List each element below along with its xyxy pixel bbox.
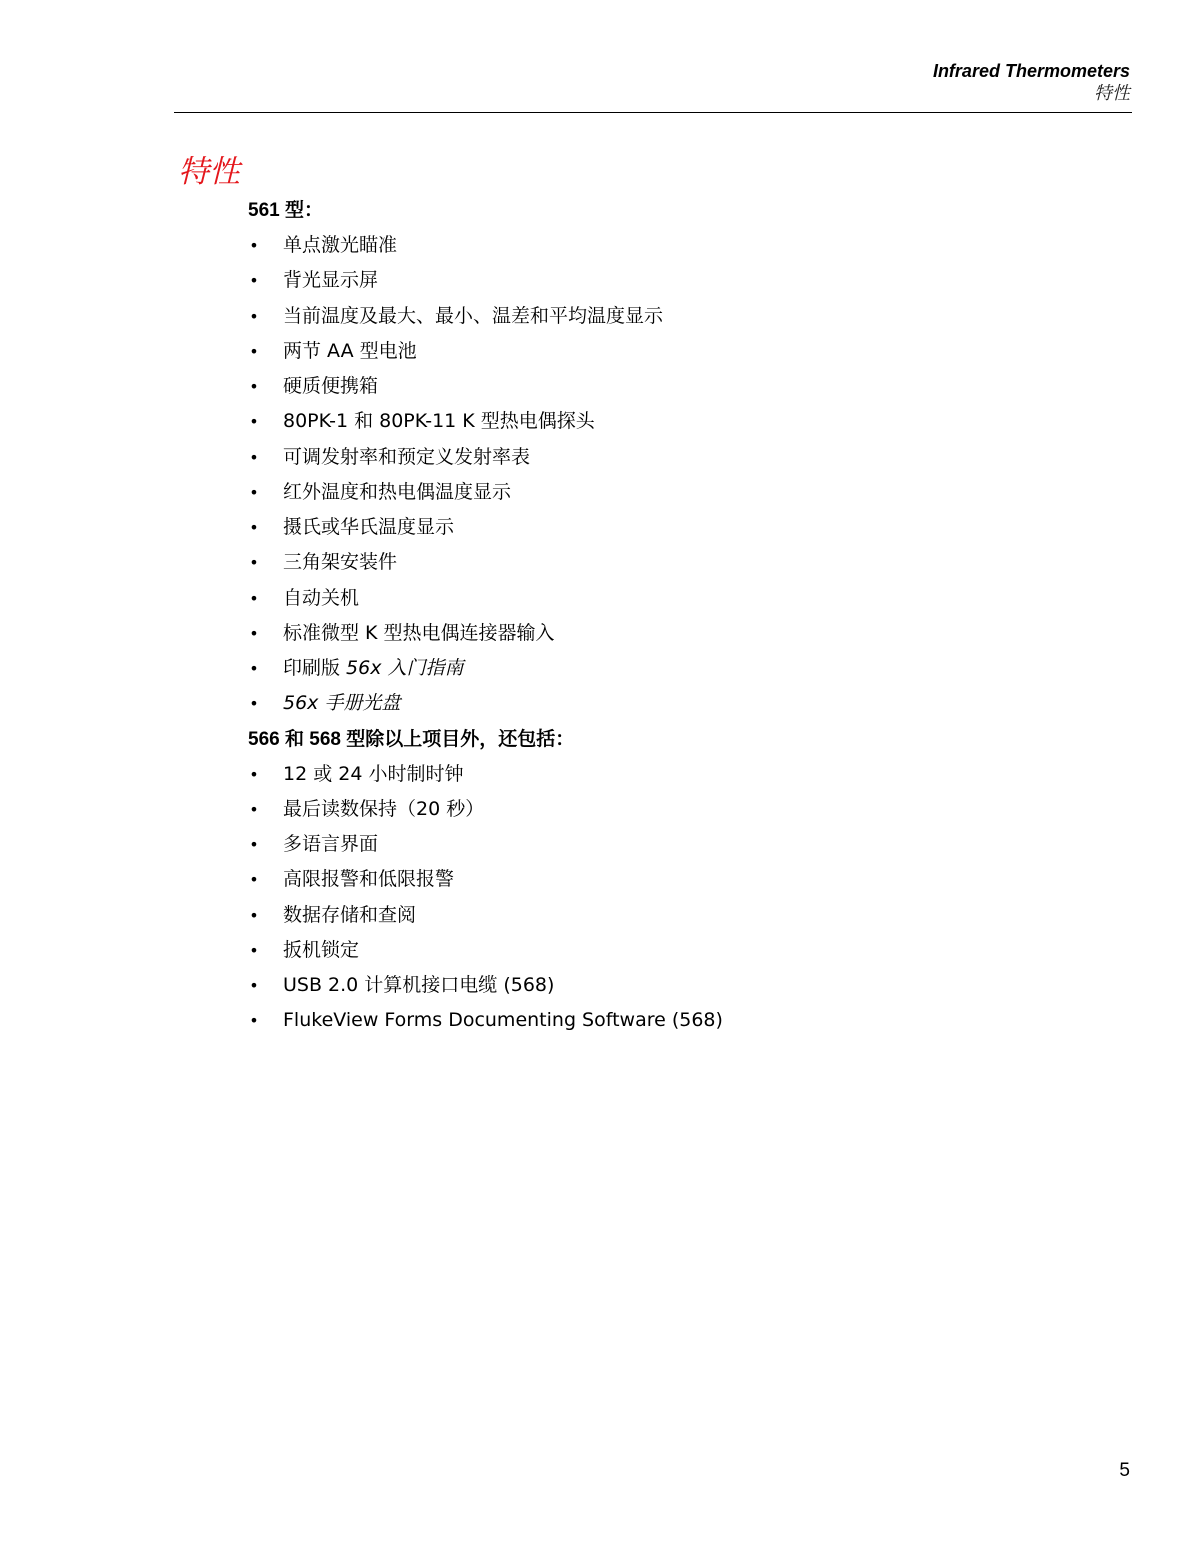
bullet-icon: • [249,905,259,925]
list-item-text: 自动关机 [283,586,360,609]
list-item-text: 扳机锁定 [283,938,360,961]
list-item [248,229,1108,264]
model-566-568-heading: 566 和 568 型除以上项目外，还包括： [248,728,575,750]
list-item-text: 摄氏或华氏温度显示 [283,516,455,538]
section-title: 特性 [178,154,240,190]
list-item-text: 硬质便携箱 [283,375,379,397]
list-item [248,899,1108,934]
list-item [248,828,1108,863]
list-item-text: 当前温度及最大、最小、温差和平均温度显示 [283,304,664,327]
bullet-icon: • [249,377,259,396]
list-item-text: 标准微型 K 型热电偶连接器输入 [283,621,555,644]
page-number: 5 [1119,1460,1130,1481]
running-header [933,60,1130,106]
list-item-text: 多语言界面 [283,833,379,855]
guide-title: 56x 入门指南 [346,657,464,679]
model-561-feature-list [248,229,1108,723]
list-item [248,476,1108,511]
list-item [248,511,1108,546]
bullet-icon: • [249,799,259,819]
list-item [248,934,1108,969]
bullet-icon: • [249,236,259,255]
bullet-icon: • [249,306,259,326]
model-561-heading: 561 型： [248,200,323,221]
list-item [248,264,1108,299]
list-item-text: 可调发射率和预定义发射率表 [283,445,531,468]
list-item-text: 红外温度和热电偶温度显示 [283,480,512,503]
running-header-title: Infrared Thermometers [932,61,1130,81]
list-item-text: 三角架安装件 [283,551,398,574]
list-item-text: 12 或 24 小时制时钟 [283,762,464,785]
list-item [248,370,1108,405]
list-item [248,652,1108,687]
list-item [248,969,1108,1004]
list-item [248,335,1108,370]
list-item-text: 背光显示屏 [283,269,379,292]
bullet-icon: • [249,412,259,432]
list-item [248,1004,1108,1039]
list-item-text: 最后读数保持（20 秒） [283,797,485,820]
list-item-text: 数据存储和查阅 [283,903,417,926]
bullet-icon: • [249,482,259,502]
list-item-text: 80PK-1 和 80PK-11 K 型热电偶探头 [283,410,595,433]
list-item [248,405,1108,440]
list-item [248,863,1108,898]
list-item [248,300,1108,335]
bullet-icon: • [249,1011,259,1031]
cd-title: 56x 手册光盘 [283,692,401,715]
list-item-text: 两节 AA 型电池 [283,339,417,362]
list-item [248,758,1108,793]
bullet-icon: • [249,976,259,995]
bullet-icon: • [249,271,259,291]
running-header-subtitle: 特性 [1094,83,1130,104]
bullet-icon: • [249,659,259,678]
bullet-icon: • [249,588,259,608]
list-item-text: USB 2.0 计算机接口电缆 (568) [283,974,555,996]
list-item-text: 印刷版 [283,657,347,679]
list-item [248,441,1108,476]
bullet-icon: • [249,940,259,960]
bullet-icon: • [249,518,259,537]
bullet-icon: • [249,553,259,573]
list-item [248,793,1108,828]
header-rule [174,112,1132,113]
list-item [248,687,1108,722]
bullet-icon: • [249,447,259,467]
bullet-icon: • [249,341,259,361]
bullet-icon: • [249,764,259,784]
features-content [248,194,1108,1040]
list-item-text: 单点激光瞄准 [283,234,398,256]
list-item [248,617,1108,652]
model-566-568-feature-list [248,758,1108,1040]
list-item [248,582,1108,617]
bullet-icon: • [249,694,259,714]
bullet-icon: • [249,870,259,890]
bullet-icon: • [249,623,259,643]
list-item-text: 高限报警和低限报警 [283,868,455,891]
list-item-text: FlukeView Forms Documenting Software (568) [283,1009,723,1032]
bullet-icon: • [249,835,259,854]
list-item [248,546,1108,581]
